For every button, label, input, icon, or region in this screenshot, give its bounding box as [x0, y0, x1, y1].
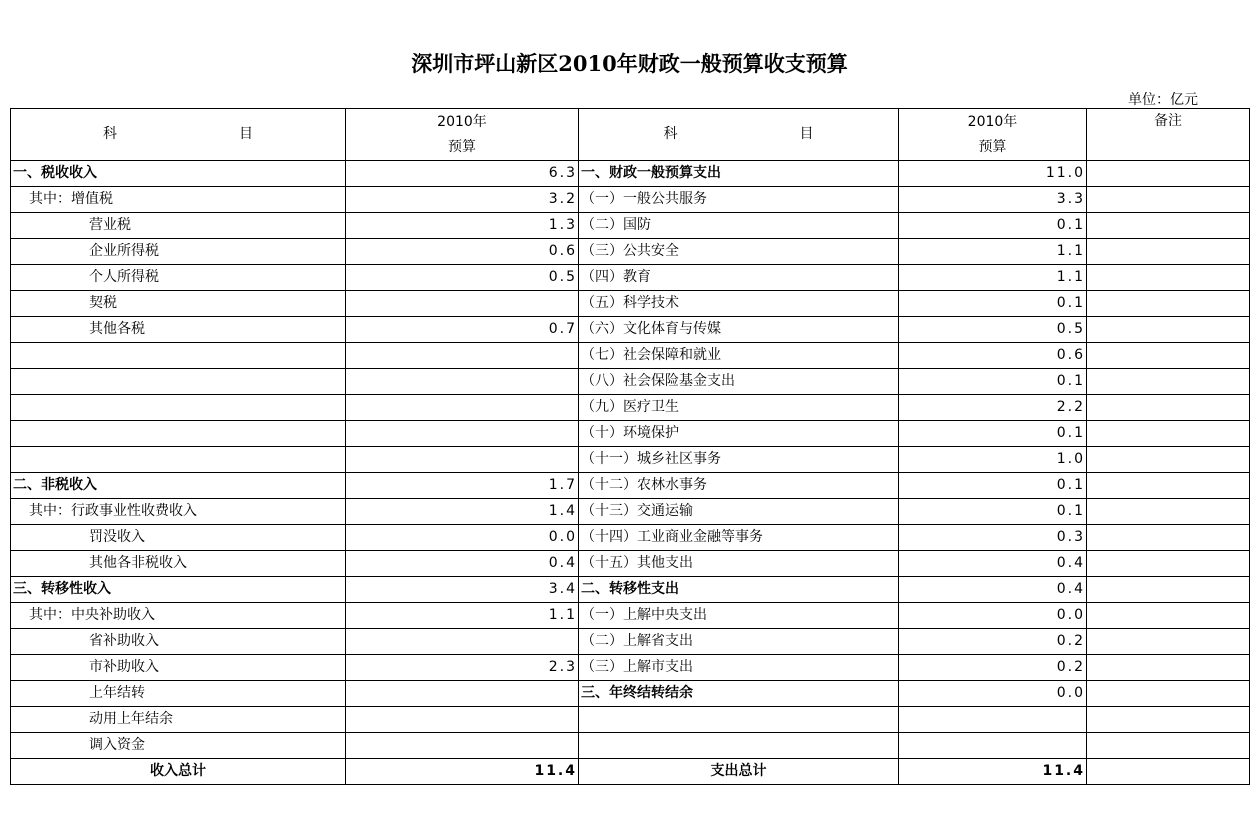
header-row [11, 109, 1250, 161]
expense-item-label: （十一）城乡社区事务 [579, 447, 899, 473]
table-row [11, 577, 1250, 603]
revenue-item-label [11, 343, 346, 369]
header-subject-char-2: 目 [799, 126, 814, 142]
revenue-item-label: 一、税收收入 [11, 161, 346, 187]
revenue-item-label: 其中：行政事业性收费收入 [11, 499, 346, 525]
revenue-total-label: 收入总计 [11, 759, 346, 785]
revenue-item-value [346, 447, 579, 473]
remark-cell [1087, 187, 1250, 213]
revenue-item-value: 3.2 [346, 187, 579, 213]
header-revenue-budget [346, 109, 579, 161]
table-row [11, 161, 1250, 187]
expense-item-label: （十四）工业商业金融等事务 [579, 525, 899, 551]
remark-cell [1087, 317, 1250, 343]
budget-table [10, 108, 1250, 785]
revenue-item-value [346, 395, 579, 421]
revenue-item-label: 上年结转 [11, 681, 346, 707]
table-row [11, 343, 1250, 369]
revenue-item-value [346, 343, 579, 369]
revenue-item-value: 3.4 [346, 577, 579, 603]
revenue-item-value: 0.7 [346, 317, 579, 343]
revenue-item-value: 0.5 [346, 265, 579, 291]
remark-cell [1087, 655, 1250, 681]
remark-cell [1087, 681, 1250, 707]
expense-item-value: 0.1 [899, 213, 1087, 239]
header-remark: 备注 [1087, 109, 1250, 161]
expense-item-label: （三）公共安全 [579, 239, 899, 265]
remark-cell [1087, 603, 1250, 629]
totals-row [11, 759, 1250, 785]
remark-cell [1087, 525, 1250, 551]
revenue-item-label: 罚没收入 [11, 525, 346, 551]
expense-item-value: 0.1 [899, 369, 1087, 395]
expense-item-label: （十五）其他支出 [579, 551, 899, 577]
revenue-item-label: 个人所得税 [11, 265, 346, 291]
remark-cell [1087, 343, 1250, 369]
remark-cell [1087, 291, 1250, 317]
remark-cell [1087, 213, 1250, 239]
expense-item-label: （二）上解省支出 [579, 629, 899, 655]
revenue-item-label: 动用上年结余 [11, 707, 346, 733]
remark-cell [1087, 629, 1250, 655]
expense-item-label: （十三）交通运输 [579, 499, 899, 525]
revenue-item-label: 其中：增值税 [11, 187, 346, 213]
expense-total-value: 11.4 [899, 759, 1087, 785]
remark-cell [1087, 239, 1250, 265]
table-row [11, 213, 1250, 239]
remark-cell [1087, 473, 1250, 499]
revenue-item-label: 其中：中央补助收入 [11, 603, 346, 629]
revenue-item-label: 二、非税收入 [11, 473, 346, 499]
revenue-item-label: 三、转移性收入 [11, 577, 346, 603]
expense-item-value: 0.1 [899, 421, 1087, 447]
expense-item-label: （六）文化体育与传媒 [579, 317, 899, 343]
expense-item-value: 1.1 [899, 239, 1087, 265]
remark-cell [1087, 499, 1250, 525]
page-title: 深圳市坪山新区2010年财政一般预算收支预算 [411, 51, 848, 76]
remark-cell [1087, 707, 1250, 733]
revenue-total-value: 11.4 [346, 759, 579, 785]
revenue-item-value: 0.4 [346, 551, 579, 577]
remark-cell [1087, 577, 1250, 603]
table-row [11, 473, 1250, 499]
expense-item-value: 0.6 [899, 343, 1087, 369]
revenue-item-label: 调入资金 [11, 733, 346, 759]
expense-item-label: （十）环境保护 [579, 421, 899, 447]
header-expense-subject [579, 109, 899, 161]
expense-item-value [899, 707, 1087, 733]
header-subject-char-1: 科 [103, 126, 117, 142]
revenue-item-value: 1.7 [346, 473, 579, 499]
table-row [11, 447, 1250, 473]
table-row [11, 317, 1250, 343]
revenue-item-label: 其他各非税收入 [11, 551, 346, 577]
revenue-item-value [346, 421, 579, 447]
expense-item-label: （四）教育 [579, 265, 899, 291]
revenue-item-value [346, 733, 579, 759]
expense-item-value: 0.0 [899, 603, 1087, 629]
expense-item-value: 0.4 [899, 551, 1087, 577]
expense-item-value: 11.0 [899, 161, 1087, 187]
revenue-item-value [346, 629, 579, 655]
expense-item-label: （三）上解市支出 [579, 655, 899, 681]
expense-item-label: （八）社会保险基金支出 [579, 369, 899, 395]
header-revenue-subject [11, 109, 346, 161]
revenue-item-label [11, 369, 346, 395]
expense-item-label: 二、转移性支出 [579, 577, 899, 603]
revenue-item-value: 1.1 [346, 603, 579, 629]
expense-item-value: 0.2 [899, 629, 1087, 655]
revenue-item-label: 其他各税 [11, 317, 346, 343]
expense-item-label: （一）上解中央支出 [579, 603, 899, 629]
remark-cell [1087, 551, 1250, 577]
expense-item-label [579, 733, 899, 759]
header-budget-year: 2010年 [967, 113, 1018, 130]
expense-item-label: （二）国防 [579, 213, 899, 239]
expense-item-value: 1.0 [899, 447, 1087, 473]
expense-item-label: （七）社会保障和就业 [579, 343, 899, 369]
expense-item-value: 0.3 [899, 525, 1087, 551]
expense-item-value: 0.2 [899, 655, 1087, 681]
remark-cell [1087, 447, 1250, 473]
unit-label: 单位：亿元 [1128, 92, 1198, 108]
table-row [11, 707, 1250, 733]
revenue-item-value: 6.3 [346, 161, 579, 187]
table-row [11, 551, 1250, 577]
table-row [11, 187, 1250, 213]
revenue-item-label: 契税 [11, 291, 346, 317]
remark-cell [1087, 161, 1250, 187]
expense-item-value: 2.2 [899, 395, 1087, 421]
remark-cell [1087, 421, 1250, 447]
expense-total-label: 支出总计 [579, 759, 899, 785]
remark-cell [1087, 265, 1250, 291]
revenue-item-value: 2.3 [346, 655, 579, 681]
table-row [11, 291, 1250, 317]
header-budget-year: 2010年 [437, 113, 487, 130]
revenue-item-label: 企业所得税 [11, 239, 346, 265]
revenue-item-value [346, 291, 579, 317]
expense-item-value [899, 733, 1087, 759]
revenue-item-value [346, 369, 579, 395]
header-expense-budget [899, 109, 1087, 161]
expense-item-label: （一）一般公共服务 [579, 187, 899, 213]
table-row [11, 525, 1250, 551]
revenue-item-value: 0.0 [346, 525, 579, 551]
expense-item-value: 0.0 [899, 681, 1087, 707]
table-row [11, 499, 1250, 525]
header-subject-char-2: 目 [239, 126, 253, 142]
revenue-item-label: 营业税 [11, 213, 346, 239]
revenue-item-value: 1.3 [346, 213, 579, 239]
table-row [11, 265, 1250, 291]
header-budget-label: 预算 [448, 138, 476, 155]
remark-cell [1087, 733, 1250, 759]
expense-item-value: 0.5 [899, 317, 1087, 343]
remark-cell [1087, 759, 1250, 785]
table-row [11, 395, 1250, 421]
revenue-item-value [346, 707, 579, 733]
revenue-item-value [346, 681, 579, 707]
table-row [11, 733, 1250, 759]
revenue-item-label: 市补助收入 [11, 655, 346, 681]
table-row [11, 603, 1250, 629]
revenue-item-label: 省补助收入 [11, 629, 346, 655]
expense-item-value: 3.3 [899, 187, 1087, 213]
expense-item-label [579, 707, 899, 733]
expense-item-value: 0.1 [899, 499, 1087, 525]
revenue-item-label [11, 395, 346, 421]
table-row [11, 629, 1250, 655]
remark-cell [1087, 369, 1250, 395]
revenue-item-value: 1.4 [346, 499, 579, 525]
expense-item-label: （十二）农林水事务 [579, 473, 899, 499]
expense-item-value: 0.4 [899, 577, 1087, 603]
header-subject-char-1: 科 [663, 126, 678, 142]
revenue-item-label [11, 447, 346, 473]
table-body [11, 161, 1250, 759]
header-budget-label: 预算 [978, 138, 1007, 155]
table-row [11, 369, 1250, 395]
expense-item-label: （五）科学技术 [579, 291, 899, 317]
remark-cell [1087, 395, 1250, 421]
table-row [11, 421, 1250, 447]
revenue-item-label [11, 421, 346, 447]
expense-item-value: 0.1 [899, 291, 1087, 317]
expense-item-label: 三、年终结转结余 [579, 681, 899, 707]
expense-item-label: （九）医疗卫生 [579, 395, 899, 421]
expense-item-value: 0.1 [899, 473, 1087, 499]
expense-item-label: 一、财政一般预算支出 [579, 161, 899, 187]
expense-item-value: 1.1 [899, 265, 1087, 291]
revenue-item-value: 0.6 [346, 239, 579, 265]
table-row [11, 681, 1250, 707]
table-row [11, 239, 1250, 265]
table-row [11, 655, 1250, 681]
